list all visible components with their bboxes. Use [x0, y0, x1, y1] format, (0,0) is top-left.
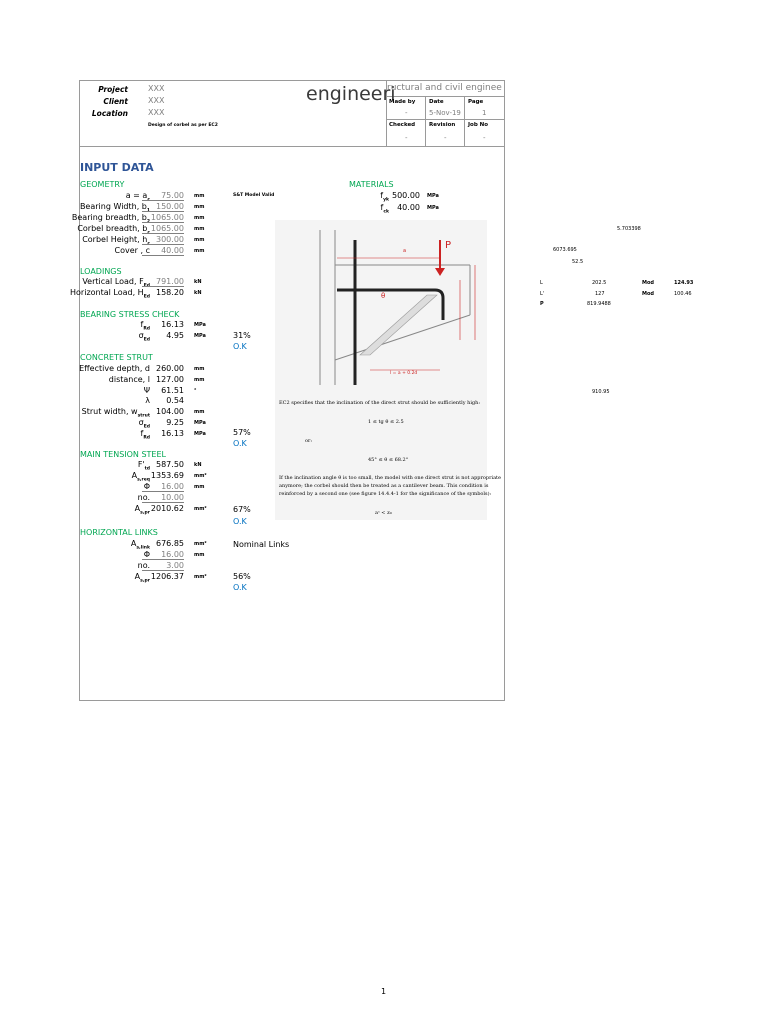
row-label-text: Φ [143, 482, 150, 491]
page-value: 1 [482, 109, 487, 117]
side-value-1: 5.703398 [617, 226, 641, 232]
row-label-subscript: Rd [143, 435, 150, 441]
input-value[interactable]: 40.00 [142, 246, 184, 256]
client-value: XXX [148, 96, 165, 105]
row-label-subscript: s,req [137, 477, 150, 483]
fig-text-2c: reinforced by a second one (see figure 14.4.4-1 for the significance of the symbols): [279, 491, 492, 497]
computed-value: 16.13 [161, 320, 184, 329]
row-unit: mm² [194, 541, 207, 547]
input-value[interactable]: 150.00 [142, 202, 184, 212]
row-label-text: A [131, 471, 138, 480]
load-label: P [445, 240, 452, 251]
job-value: - [483, 134, 486, 142]
checked-label: Checked [389, 122, 416, 128]
revision-label: Revision [429, 122, 456, 128]
input-value[interactable]: 1065.00 [142, 224, 184, 234]
side-r2-b: 127 [595, 291, 605, 297]
row-label-text: a = a [125, 191, 148, 200]
strut-pct: 57% [233, 428, 251, 437]
computed-value: 2010.62 [150, 504, 184, 513]
row-label-text: Φ [143, 550, 150, 559]
input-value[interactable]: 3.00 [142, 561, 184, 571]
row-label-text: λ [145, 396, 150, 406]
corbel-figure [275, 220, 502, 520]
project-value: XXX [148, 84, 165, 93]
logo-text: engineeri [306, 83, 396, 105]
row-unit: kN [194, 290, 202, 296]
row-unit: mm [194, 193, 205, 199]
links-heading: HORIZONTAL LINKS [80, 528, 158, 537]
header-hline [386, 119, 505, 120]
row-label-text: σ [138, 418, 144, 427]
row-unit: MPa [427, 193, 439, 199]
header-divider [79, 146, 505, 147]
tension-heading: MAIN TENSION STEEL [80, 450, 166, 459]
row-label-subscript: yk [383, 197, 389, 203]
tension-pct: 67% [233, 505, 251, 514]
fig-text-2a: If the inclination angle θ is too small, the model with one direct strut is not appropriate [279, 475, 502, 481]
computed-value: 500.00 [392, 191, 420, 200]
row-label-text: Effective depth, d [79, 364, 150, 373]
row-label-subscript: s,pr [140, 578, 150, 584]
computed-value: 587.50 [156, 460, 184, 469]
row-label-text: no. [137, 561, 150, 570]
row-unit: mm [194, 215, 205, 221]
model-note: S&T Model Valid [233, 193, 275, 198]
side-r1-a: L [540, 280, 543, 286]
row-unit: MPa [194, 333, 206, 339]
links-nominal: Nominal Links [233, 540, 290, 549]
side-value-3: 52.5 [572, 259, 584, 265]
row-label-subscript: Ed [143, 424, 150, 430]
row-label-text: no. [137, 493, 150, 502]
side-r2-a: L' [540, 291, 545, 297]
row-label-subscript: strut [137, 413, 150, 419]
row-label-text: Strut width, w [81, 407, 138, 417]
input-value[interactable]: 300.00 [142, 235, 184, 245]
fig-eq-3: aᶜ < z₀ [375, 510, 392, 516]
input-value[interactable]: 10.00 [142, 493, 184, 503]
row-label [77, 224, 150, 236]
row-unit: mm [194, 409, 205, 416]
input-value[interactable]: 1065.00 [142, 213, 184, 223]
side-value-4: 910.95 [592, 389, 610, 395]
row-label-text: Cover , c [114, 246, 150, 255]
row-label-subscript: c [147, 230, 150, 236]
row-unit: mm [194, 226, 205, 232]
row-unit: mm [194, 248, 205, 254]
job-label: Job No [468, 122, 489, 128]
header-hline [386, 96, 505, 97]
strut-heading: CONCRETE STRUT [80, 353, 153, 362]
side-r3-a: P [540, 301, 544, 307]
fig-text-2b: anymore; the corbel should then be treated as a cantilever beam. This condition is [279, 483, 489, 489]
row-label-text: f [140, 428, 144, 438]
input-value[interactable]: 75.00 [142, 191, 184, 201]
made-by-value: - [405, 109, 408, 117]
computed-value: 104.00 [156, 407, 184, 417]
row-unit: mm [194, 484, 205, 490]
computed-value: 4.95 [166, 331, 184, 340]
side-r1-b: 202.5 [592, 280, 607, 286]
made-by-label: Made by [389, 99, 416, 105]
computed-value: 1353.69 [150, 471, 184, 480]
side-r3-b: 819.9488 [587, 301, 611, 307]
strut-ok: O.K [233, 439, 247, 448]
company-subtitle: ructural and civil enginee [387, 83, 502, 93]
row-label-subscript: Rd [143, 326, 150, 332]
row-label-text: A [134, 572, 141, 581]
row-label [79, 364, 150, 373]
row-label-text: Horizontal Load, H [70, 288, 144, 297]
row-label-subscript: c [147, 197, 150, 203]
input-value[interactable]: 16.00 [142, 550, 184, 560]
row-label-text: Ψ [143, 385, 150, 395]
computed-value: 61.51 [161, 385, 184, 395]
row-label-subscript: Ed [143, 283, 150, 289]
company-logo [306, 83, 396, 105]
row-status: O.K [233, 342, 247, 351]
row-label-text: Bearing Width, b [79, 202, 147, 211]
computed-value: 676.85 [156, 539, 184, 548]
side-r1-d: 124.93 [674, 280, 694, 286]
computed-value: 16.13 [161, 428, 184, 438]
tension-ok: O.K [233, 517, 247, 526]
revision-value: - [444, 134, 447, 142]
fig-eq-1: 1 ≤ tg θ ≤ 2.5 [368, 419, 404, 425]
computed-value: 1206.37 [150, 572, 184, 581]
row-unit: kN [194, 279, 202, 285]
row-label-text: Corbel breadth, b [77, 224, 148, 233]
bearing-heading: BEARING STRESS CHECK [80, 310, 180, 319]
row-label-text: A [130, 539, 137, 548]
row-label-text: Corbel Height, h [82, 235, 148, 244]
row-unit: MPa [427, 205, 439, 211]
row-unit: mm² [194, 506, 207, 512]
row-label [82, 235, 150, 247]
project-label: Project [98, 85, 128, 94]
row-unit: mm² [194, 574, 207, 580]
row-label-subscript: c [147, 241, 150, 247]
location-label: Location [91, 109, 128, 118]
row-unit: mm [194, 204, 205, 210]
computed-value: 260.00 [156, 364, 184, 373]
computed-value: 40.00 [397, 203, 420, 212]
row-unit: mm [194, 552, 205, 558]
row-unit: mm [194, 237, 205, 243]
checked-value: - [405, 134, 408, 142]
row-label-text: Vertical Load, F [82, 277, 144, 286]
location-value: XXX [148, 108, 165, 117]
computed-value: 0.54 [166, 396, 184, 406]
row-label-subscript: 1 [146, 208, 150, 214]
row-label-subscript: Ed [143, 294, 150, 300]
header-vline [425, 96, 426, 147]
header-vline [464, 96, 465, 147]
row-label-text: A [134, 504, 141, 513]
row-percentage: 31% [233, 331, 251, 340]
fig-or: or: [305, 438, 313, 444]
row-label-subscript: 2 [146, 219, 150, 225]
links-pct: 56% [233, 572, 251, 581]
side-r2-c: Mod [642, 291, 654, 297]
row-label-subscript: s,link [136, 545, 150, 551]
angle-label: θ [381, 292, 386, 300]
computed-value: 158.20 [156, 288, 184, 297]
date-value: 5-Nov-19 [429, 109, 461, 117]
page-label: Page [468, 99, 484, 105]
materials-heading: MATERIALS [349, 180, 394, 189]
row-label-text: f [380, 203, 384, 212]
date-label: Date [429, 99, 444, 105]
row-label-subscript: ck [383, 209, 389, 215]
row-label-subscript: td [144, 466, 150, 472]
row-label [80, 202, 150, 214]
row-unit: mm [194, 366, 205, 372]
row-unit: MPa [194, 430, 206, 437]
row-label-subscript: Ed [143, 337, 150, 343]
computed-value: 127.00 [156, 374, 184, 384]
row-label-text: f [140, 320, 144, 329]
row-unit: ° [194, 387, 197, 394]
client-label: Client [103, 97, 128, 106]
side-value-2: 6073.695 [553, 247, 577, 253]
row-unit: kN [194, 462, 202, 468]
row-unit: mm² [194, 473, 207, 479]
row-unit: MPa [194, 420, 206, 426]
row-unit: MPa [194, 322, 206, 328]
row-label [70, 288, 150, 300]
row-label-text: distance, l [108, 374, 150, 384]
fig-text-1: EC2 specifies that the inclination of the direct strut should be sufficiently high: [279, 400, 481, 406]
side-r2-d: 100.46 [674, 291, 692, 297]
loadings-heading: LOADINGS [80, 267, 122, 276]
row-label-text: σ [138, 331, 144, 340]
side-r1-c: Mod [642, 280, 654, 286]
input-value[interactable]: 16.00 [142, 482, 184, 492]
row-label-text: f [380, 191, 384, 200]
geometry-heading: GEOMETRY [80, 180, 125, 189]
corbel-diagram [275, 220, 487, 385]
computed-value: 9.25 [166, 418, 184, 427]
description: Design of corbel as per EC2 [148, 123, 218, 128]
links-ok: O.K [233, 583, 247, 592]
input-value[interactable]: 791.00 [142, 277, 184, 287]
row-label-text: Bearing breadth, b [71, 213, 147, 222]
section-title: INPUT DATA [80, 161, 154, 174]
fig-eq-2: 45° ≤ θ ≤ 68.2° [368, 457, 409, 463]
a-label: a [403, 248, 407, 254]
l-label: l = a + 0.2d [390, 371, 418, 376]
page-number: 1 [381, 987, 387, 996]
row-label-subscript: s,pr [140, 510, 150, 516]
row-label [82, 277, 150, 289]
row-label-text: F' [137, 460, 145, 469]
row-unit: mm [194, 376, 205, 383]
row-label [72, 213, 150, 225]
